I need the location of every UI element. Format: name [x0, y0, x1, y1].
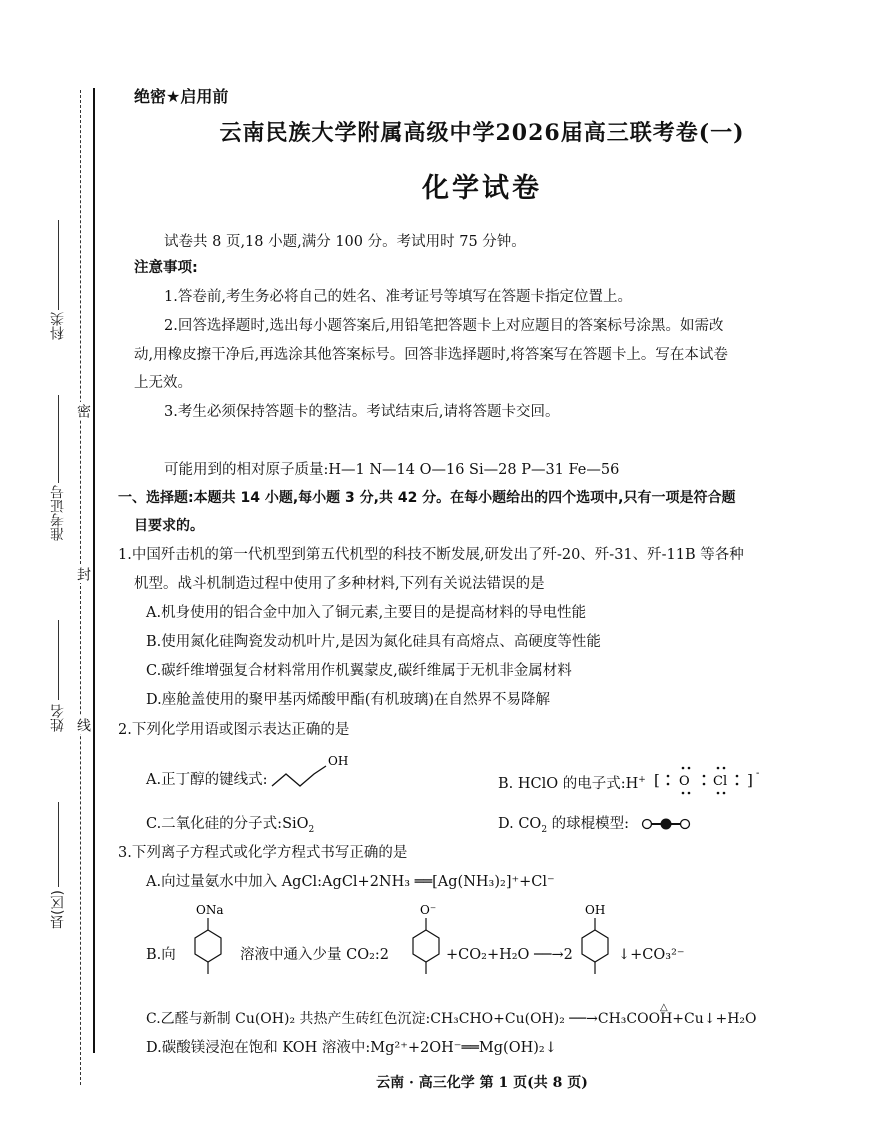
subject-field-line[interactable]	[58, 220, 59, 310]
section1-heading-line2: 目要求的。	[134, 518, 204, 534]
butanol-oh-label: OH	[328, 754, 349, 768]
county-field-line[interactable]	[58, 802, 59, 887]
q2-option-a: A.正丁醇的键线式:	[146, 772, 268, 788]
sodium-phenoxide-structure	[188, 902, 232, 978]
svg-text:OH: OH	[585, 903, 606, 917]
county-label: 县(区)	[50, 890, 66, 929]
notice-1: 1.答卷前,考生务必将自己的姓名、准考证号等填写在答题卡指定位置上。	[164, 289, 632, 305]
svg-text:O⁻: O⁻	[420, 903, 437, 917]
phenoxide-ion-structure	[406, 902, 450, 978]
q2-option-b: B. HClO 的电子式:H+	[498, 775, 646, 792]
name-field-line[interactable]	[58, 620, 59, 700]
q1-stem-line2: 机型。战斗机制造过程中使用了多种材料,下列有关说法错误的是	[134, 576, 545, 592]
binding-border-line	[93, 88, 95, 1053]
q1-option-b: B.使用氮化硅陶瓷发动机叶片,是因为氮化硅具有高熔点、高硬度等性能	[146, 634, 601, 650]
heat-symbol: △	[660, 1002, 668, 1013]
hclo-o-atom: O	[679, 774, 690, 789]
seal-char-feng: 封	[75, 567, 91, 581]
notice-2-line1: 2.回答选择题时,选出每小题答案后,用铅笔把答题卡上对应题目的答案标号涂黑。如需改	[164, 318, 724, 334]
q3-stem: 3.下列离子方程式或化学方程式书写正确的是	[118, 845, 408, 861]
atomic-masses: 可能用到的相对原子质量:H—1 N—14 O—16 Si—28 P—31 Fe—56	[164, 462, 620, 478]
name-label: 姓名	[50, 704, 66, 732]
section1-heading-line1: 一、选择题:本题共 14 小题,每小题 3 分,共 42 分。在每小题给出的四个选项中,只有一项是符合题	[118, 490, 736, 506]
exam-title: 云南民族大学附属高级中学2026届高三联考卷(一)	[219, 120, 745, 146]
seal-char-mi: 密	[75, 404, 91, 418]
q2-option-d: D. $CO_2$ 的球棍模型:	[498, 816, 630, 835]
co2-ball-stick-model	[640, 816, 694, 832]
q3-option-b-label: B.向	[146, 947, 176, 963]
q3-option-b-tail: ↓+CO₃²⁻	[618, 947, 685, 963]
confidential-mark: 绝密★启用前	[134, 87, 229, 106]
q3-option-b-middle: 溶液中通入少量 CO₂:2	[240, 947, 390, 963]
svg-text:-: -	[756, 768, 760, 779]
exam-summary: 试卷共 8 页,18 小题,满分 100 分。考试用时 75 分钟。	[164, 234, 526, 250]
hclo-cl-atom: Cl	[713, 774, 728, 789]
q1-stem-line1: 1.中国歼击机的第一代机型到第五代机型的科技不断发展,研发出了歼-20、歼-31、歼-11B 等各种	[118, 547, 744, 563]
notice-2-line2: 动,用橡皮擦干净后,再选涂其他答案标号。回答非选择题时,将答案写在答题卡上。写在本试卷	[134, 347, 728, 363]
cresol-structure	[575, 902, 619, 978]
notice-heading: 注意事项:	[134, 260, 198, 276]
q2-option-c: C.二氧化硅的分子式:SiO$_2$	[146, 816, 315, 835]
q1-option-a: A.机身使用的铝合金中加入了铜元素,主要目的是提高材料的导电性能	[146, 605, 587, 621]
q2-stem: 2.下列化学用语或图示表达正确的是	[118, 722, 350, 738]
svg-text:[: [	[654, 771, 660, 789]
page-footer: 云南 · 高三化学 第 1 页(共 8 页)	[376, 1075, 588, 1091]
butanol-skeletal-formula	[270, 752, 360, 792]
subject-label: 科类	[50, 312, 66, 340]
seal-char-xian: 线	[75, 718, 91, 732]
binding-strip	[0, 0, 100, 1148]
q1-option-d: D.座舱盖使用的聚甲基丙烯酸甲酯(有机玻璃)在自然界不易降解	[146, 692, 551, 708]
hclo-electron-dot	[652, 764, 767, 796]
exam-no-label: 准考证号	[50, 485, 66, 541]
notice-2-line3: 上无效。	[134, 375, 192, 391]
fold-dashed-line	[80, 90, 81, 1085]
q3-option-b-reaction: +CO₂+H₂O ──→2	[446, 947, 573, 963]
q3-option-c: C.乙醛与新制 Cu(OH)₂ 共热产生砖红色沉淀:CH₃CHO+Cu(OH)₂ ──→CH₃COOH+Cu↓+H₂O	[146, 1011, 757, 1027]
svg-text:ONa: ONa	[196, 903, 224, 917]
subject-title: 化学试卷	[422, 173, 542, 204]
svg-text:]: ]	[747, 771, 753, 789]
q1-option-c: C.碳纤维增强复合材料常用作机翼蒙皮,碳纤维属于无机非金属材料	[146, 663, 572, 679]
exam-no-field-line[interactable]	[58, 395, 59, 483]
q3-option-a: A.向过量氨水中加入 AgCl:AgCl+2NH₃ ══[Ag(NH₃)₂]⁺+Cl⁻	[146, 874, 555, 890]
q3-option-d: D.碳酸镁浸泡在饱和 KOH 溶液中:Mg²⁺+2OH⁻══Mg(OH)₂↓	[146, 1040, 557, 1056]
notice-3: 3.考生必须保持答题卡的整洁。考试结束后,请将答题卡交回。	[164, 404, 560, 420]
